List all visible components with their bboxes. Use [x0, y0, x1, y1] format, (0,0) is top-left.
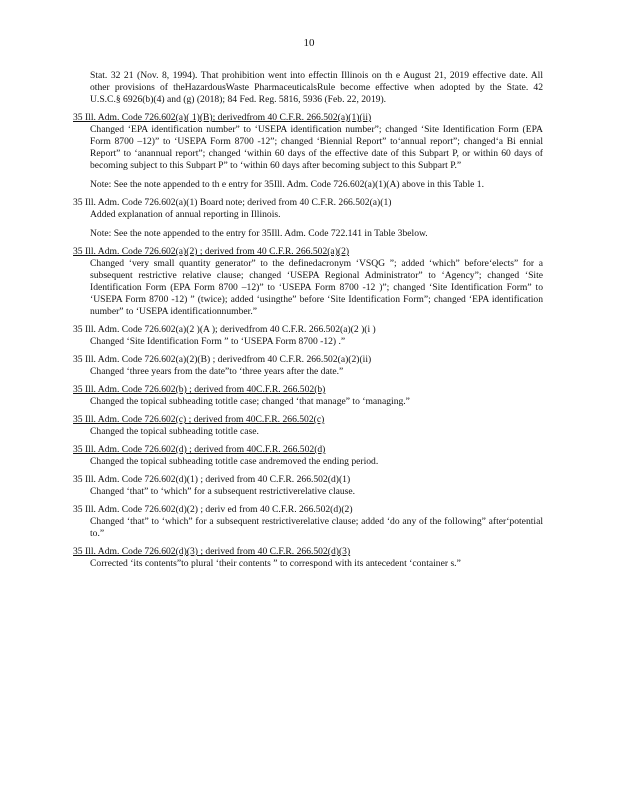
entry-heading: 35 Ill. Adm. Code 726.602(a)(1) Board note; derived from 40 C.F.R. 266.502(a)(1): [73, 197, 392, 208]
entry-body: Added explanation of annual reporting in Illinois.: [90, 209, 281, 220]
entry: [73, 324, 543, 348]
entry-body: Changed ‘EPA identification number” to ‘USEPA identification number”; changed ‘Site Identification Form (EPA Form 8700 –12)” to ‘USEPA Form 8700 -12”; changed ‘Biennial Report” to‘annual report”; changed‘a Bi ennial Report” to ‘anannual report”; changed ‘within 60 days of the effective date of this Subpart P, or within 60 days of becoming subject to this Subpart P” to ‘within 60 days after becoming subject to this Subpart P.”: [90, 124, 543, 171]
entry-heading: 35 Ill. Adm. Code 726.602(d)(1) ; derived from 40 C.F.R. 266.502(d)(1): [73, 474, 351, 485]
entry-body: Changed the topical subheading totitle case; changed ‘that manage” to ‘managing.”: [90, 396, 410, 407]
entry-body: Changed ‘that” to ‘which” for a subsequent restrictiverelative clause.: [90, 486, 356, 497]
page-number: 10: [303, 37, 315, 49]
entry: [73, 246, 543, 318]
entry: [73, 112, 543, 191]
entry-heading: 35 Ill. Adm. Code 726.602(b) ; derived from 40C.F.R. 266.502(b): [73, 384, 326, 395]
entry: [73, 197, 543, 240]
entry-heading: 35 Ill. Adm. Code 726.602(a)(2)(B) ; derivedfrom 40 C.F.R. 266.502(a)(2)(ii): [73, 354, 372, 365]
entry-note: Note: See the note appended to the entry for 35Ill. Adm. Code 722.141 in Table 3below.: [90, 228, 428, 239]
entry: [73, 474, 543, 498]
entry-body: Changed ‘very small quantity generator” to the definedacronym ‘VSQG ”; added ‘which” before‘elects” for a subsequent restrictive relative clause; changed ‘USEPA Regional Administrator” to ‘Agency”; changed ‘Site Identification Form (EPA Form 8700 –12)” to ‘USEPA Form 8700 -12 )”; changed ‘Site Identification Form” to ‘USEPA Form 8700 -12) ” (twice); added ‘usingthe” before ‘Site Identification Form”; changed ‘EPA identification number” to ‘USEPA identificationnumber.”: [90, 258, 543, 317]
entry-heading: 35 Ill. Adm. Code 726.602(a)(2) ; derived from 40 C.F.R. 266.502(a)(2): [73, 246, 350, 257]
entry-heading: 35 Ill. Adm. Code 726.602(c) ; derived from 40C.F.R. 266.502(c): [73, 414, 325, 425]
entry: [73, 504, 543, 540]
entry-note: Note: See the note appended to th e entry for 35Ill. Adm. Code 726.602(a)(1)(A) above in this Table 1.: [90, 179, 484, 190]
entry-heading: 35 Ill. Adm. Code 726.602(d)(2) ; deriv ed from 40 C.F.R. 266.502(d)(2): [73, 504, 353, 515]
entry-heading: 35 Ill. Adm. Code 726.602(a)(2 )(A ); derivedfrom 40 C.F.R. 266.502(a)(2 )(i ): [73, 324, 376, 335]
entry: [73, 354, 543, 378]
entries-list: [73, 112, 543, 570]
entry-body: Changed ‘Site Identification Form ” to ‘USEPA Form 8700 -12) .”: [90, 336, 346, 347]
entry-body: Corrected ‘its contents”to plural ‘their contents ” to correspond with its antecedent ‘container s.”: [90, 558, 461, 569]
entry-heading: 35 Ill. Adm. Code 726.602(a)( 1)(B); derivedfrom 40 C.F.R. 266.502(a)(1)(ii): [73, 112, 372, 123]
entry-heading: 35 Ill. Adm. Code 726.602(d)(3) ; derived from 40 C.F.R. 266.502(d)(3): [73, 546, 351, 557]
entry-body: Changed ‘three years from the date”to ‘three years after the date.”: [90, 366, 344, 377]
entry-body: Changed the topical subheading totitle case.: [90, 426, 259, 437]
entry: [73, 414, 543, 438]
entry-heading: 35 Ill. Adm. Code 726.602(d) ; derived from 40C.F.R. 266.502(d): [73, 444, 326, 455]
page-content: [73, 70, 543, 570]
entry-body: Changed ‘that” to ‘which” for a subsequent restrictiverelative clause; added ‘do any of the following” after‘potential to.”: [90, 516, 543, 539]
entry-body: Changed the topical subheading totitle case andremoved the ending period.: [90, 456, 379, 467]
entry: [73, 546, 543, 570]
intro-paragraph: Stat. 32 21 (Nov. 8, 1994). That prohibition went into effectin Illinois on th e August 21, 2019 effective date. All other provisions of theHazardousWaste PharmaceuticalsRule become effective when adopted by the State. 42 U.S.C.§ 6926(b)(4) and (g) (2018); 84 Fed. Reg. 5816, 5936 (Feb. 22, 2019).: [90, 70, 543, 105]
entry: [73, 384, 543, 408]
entry: [73, 444, 543, 468]
